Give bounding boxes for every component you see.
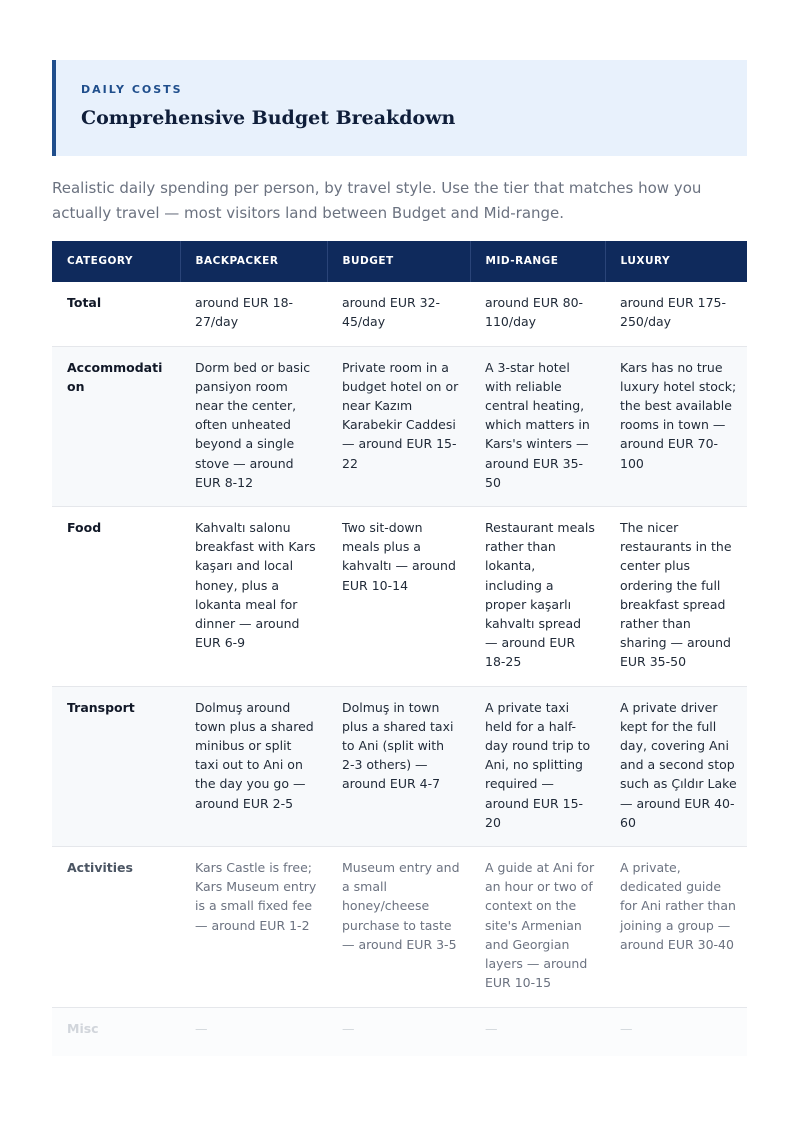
cell-mid-range: A private taxi held for a half-day round trip to Ani, no splitting required — around EUR 15-20	[485, 699, 591, 830]
section-title: Comprehensive Budget Breakdown	[81, 107, 456, 129]
budget-table	[52, 241, 747, 1056]
row-category: Misc	[67, 1020, 99, 1036]
cell-budget: —	[342, 1020, 355, 1036]
table-header	[52, 241, 747, 282]
cell-mid-range: A guide at Ani for an hour or two of context on the site's Armenian and Georgian layers — around EUR 10-15	[485, 859, 595, 991]
cell-backpacker: Kahvaltı salonu breakfast with Kars kaşarı and local honey, plus a lokanta meal for dinner — around EUR 6-9	[195, 519, 316, 651]
cell-luxury: Kars has no true luxury hotel stock; the best available rooms in town — around EUR 70-100	[620, 359, 737, 471]
row-category: Food	[67, 519, 102, 535]
header-category: CATEGORY	[52, 241, 180, 282]
table-row	[52, 1007, 747, 1056]
cell-backpacker: Kars Castle is free; Kars Museum entry is a small fixed fee — around EUR 1-2	[195, 859, 317, 933]
cell-luxury: A private, dedicated guide for Ani rather than joining a group — around EUR 30-40	[620, 859, 736, 952]
row-category: Accommodation	[67, 359, 163, 394]
cell-mid-range: A 3-star hotel with reliable central heating, which matters in Kars's winters — around EUR 35-50	[485, 359, 590, 490]
table-row	[52, 506, 747, 686]
header-mid-range: MID-RANGE	[470, 241, 605, 282]
cell-budget: Museum entry and a small honey/cheese purchase to taste — around EUR 3-5	[342, 859, 460, 952]
row-category: Activities	[67, 859, 133, 875]
table-row	[52, 282, 747, 346]
table-row	[52, 686, 747, 846]
cell-mid-range: Restaurant meals rather than lokanta, including a proper kaşarlı kahvaltı spread — around EUR 18-25	[485, 519, 595, 670]
header-budget: BUDGET	[327, 241, 470, 282]
cell-mid-range: —	[485, 1020, 498, 1036]
cell-luxury: The nicer restaurants in the center plus ordering the full breakfast spread rather than sharing — around EUR 35-50	[620, 519, 732, 670]
header-luxury: LUXURY	[620, 254, 671, 267]
table-row	[52, 846, 747, 1007]
section-eyebrow: DAILY COSTS	[81, 83, 183, 96]
section-callout	[52, 60, 747, 156]
cell-luxury: —	[620, 1020, 633, 1036]
cell-backpacker: —	[195, 1020, 208, 1036]
header-backpacker: BACKPACKER	[180, 241, 327, 282]
header-row	[52, 241, 747, 282]
cell-budget: Two sit-down meals plus a kahvaltı — around EUR 10-14	[342, 519, 456, 593]
row-category: Total	[67, 295, 102, 310]
cell-backpacker: around EUR 18-27/day	[195, 295, 294, 330]
cell-budget: Dolmuş in town plus a shared taxi to Ani (split with 2-3 others) — around EUR 4-7	[342, 699, 454, 792]
table-row	[52, 346, 747, 506]
cell-mid-range: around EUR 80-110/day	[485, 295, 584, 330]
cell-budget: Private room in a budget hotel on or near Kazım Karabekir Caddesi — around EUR 15-22	[342, 359, 459, 471]
cell-luxury: A private driver kept for the full day, covering Ani and a second stop such as Çıldır Lake — around EUR 40-60	[620, 699, 737, 830]
cell-budget: around EUR 32-45/day	[342, 295, 441, 330]
cell-luxury: around EUR 175-250/day	[620, 295, 726, 330]
row-category: Transport	[67, 699, 135, 715]
intro-paragraph: Realistic daily spending per person, by travel style. Use the tier that matches how you actually travel — most visitors land between Budget and Mid-range.	[52, 179, 702, 222]
cell-backpacker: Dorm bed or basic pansiyon room near the center, often unheated beyond a single stove — around EUR 8-12	[195, 359, 311, 490]
cell-backpacker: Dolmuş around town plus a shared minibus or split taxi out to Ani on the day you go — around EUR 2-5	[195, 699, 314, 811]
table-body	[52, 282, 747, 1056]
